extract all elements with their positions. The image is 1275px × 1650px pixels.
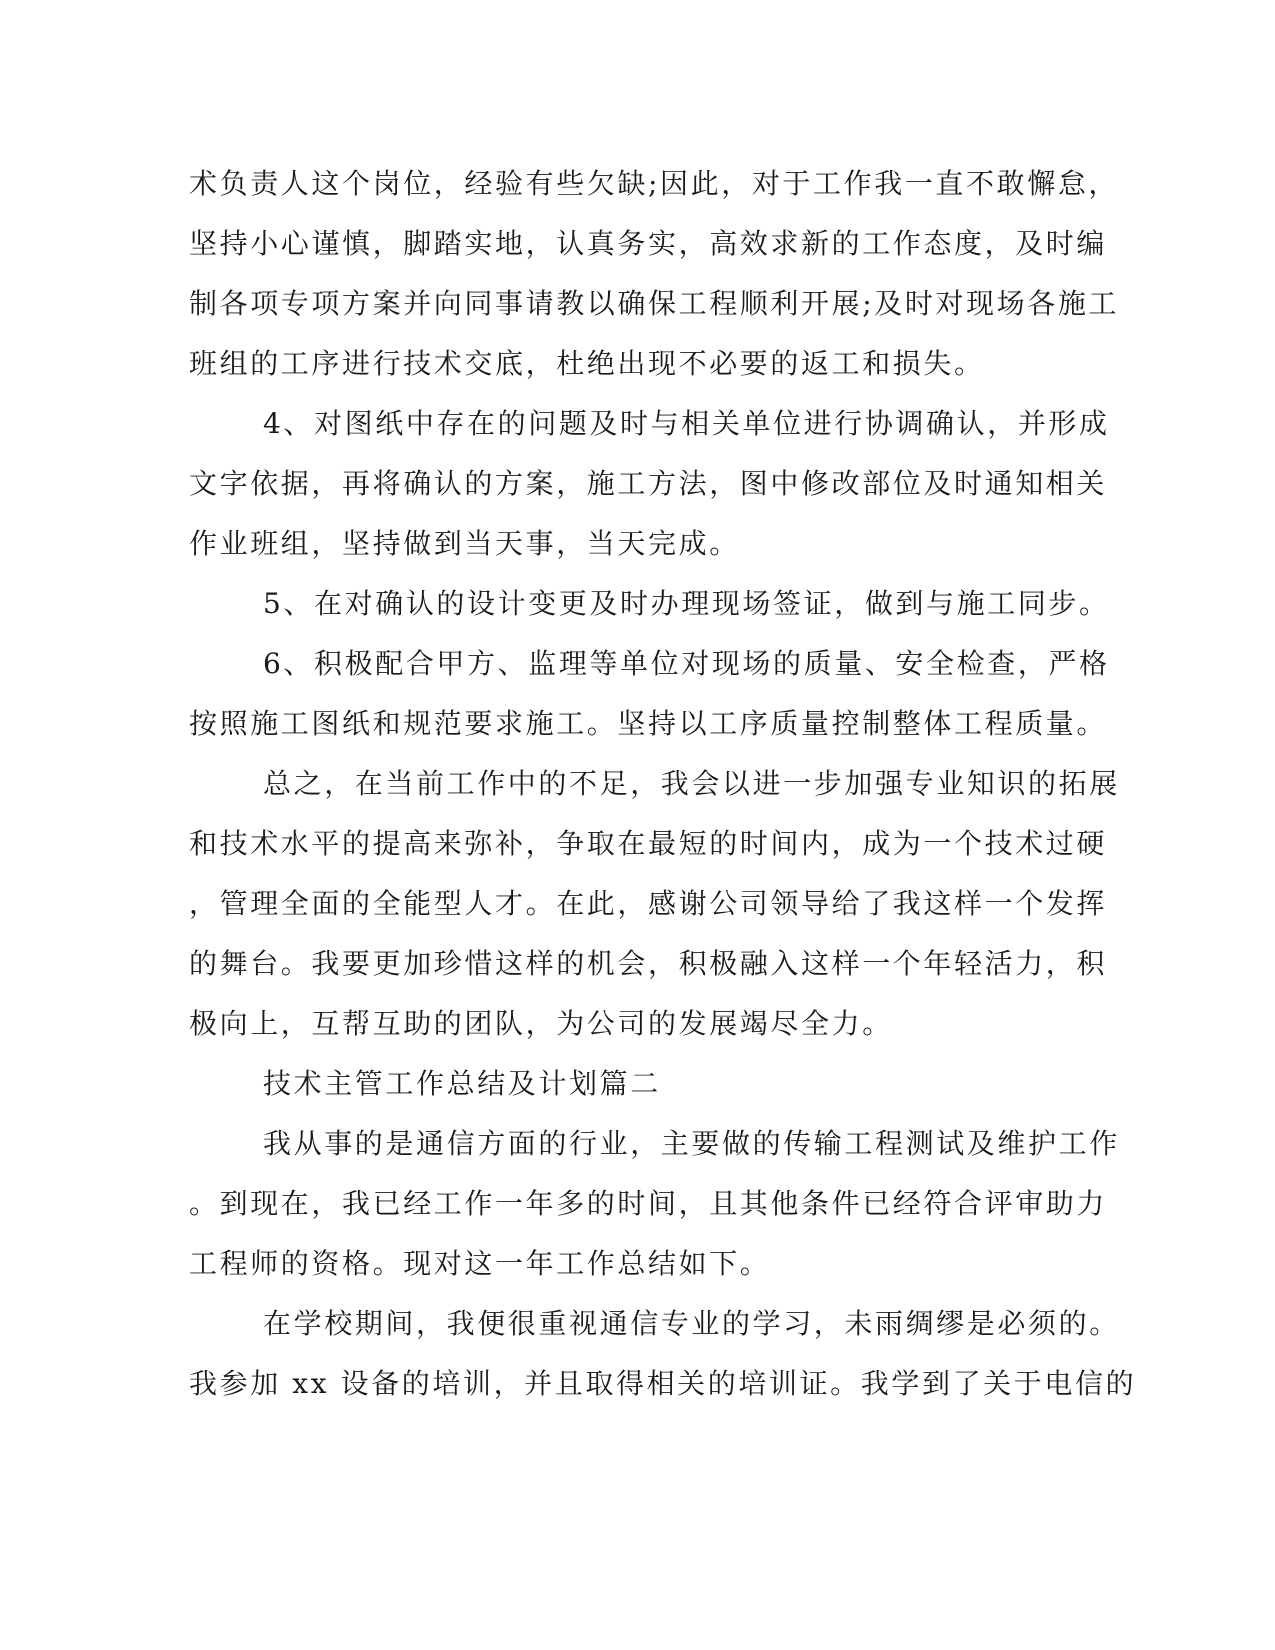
text-line: 作业班组，坚持做到当天事，当天完成。	[189, 527, 740, 560]
text-line: 工程师的资格。现对这一年工作总结如下。	[189, 1247, 771, 1280]
text-line: 5、在对确认的设计变更及时办理现场签证，做到与施工同步。	[263, 587, 1110, 620]
section-heading: 技术主管工作总结及计划篇二	[263, 1067, 661, 1100]
text-line: 和技术水平的提高来弥补，争取在最短的时间内，成为一个技术过硬	[189, 827, 1108, 860]
text-line: 在学校期间，我便很重视通信专业的学习，未雨绸缪是必须的。	[263, 1307, 1120, 1340]
text-line: 6、积极配合甲方、监理等单位对现场的质量、安全检查，严格	[263, 647, 1110, 680]
text-line: ，管理全面的全能型人才。在此，感谢公司领导给了我这样一个发挥	[189, 887, 1108, 920]
text-line: 的舞台。我要更加珍惜这样的机会，积极融入这样一个年轻活力，积	[189, 947, 1108, 980]
text-line: 术负责人这个岗位，经验有些欠缺;因此，对于工作我一直不敢懈怠，	[189, 167, 1120, 200]
text-line: 我从事的是通信方面的行业，主要做的传输工程测试及维护工作	[263, 1127, 1120, 1160]
text-line: 坚持小心谨慎，脚踏实地，认真务实，高效求新的工作态度，及时编	[189, 227, 1108, 260]
text-line: 极向上，互帮互助的团队，为公司的发展竭尽全力。	[189, 1007, 893, 1040]
text-line: 班组的工序进行技术交底，杜绝出现不必要的返工和损失。	[189, 347, 985, 380]
text-line: 4、对图纸中存在的问题及时与相关单位进行协调确认，并形成	[263, 407, 1110, 440]
text-line: 按照施工图纸和规范要求施工。坚持以工序质量控制整体工程质量。	[189, 707, 1108, 740]
text-line: 制各项专项方案并向同事请教以确保工程顺利开展;及时对现场各施工	[189, 287, 1120, 320]
text-line: 总之，在当前工作中的不足，我会以进一步加强专业知识的拓展	[263, 767, 1120, 800]
text-line: 。到现在，我已经工作一年多的时间，且其他条件已经符合评审助力	[189, 1187, 1108, 1220]
text-line: 我参加 xx 设备的培训，并且取得相关的培训证。我学到了关于电信的	[189, 1367, 1137, 1400]
text-line: 文字依据，再将确认的方案，施工方法，图中修改部位及时通知相关	[189, 467, 1108, 500]
